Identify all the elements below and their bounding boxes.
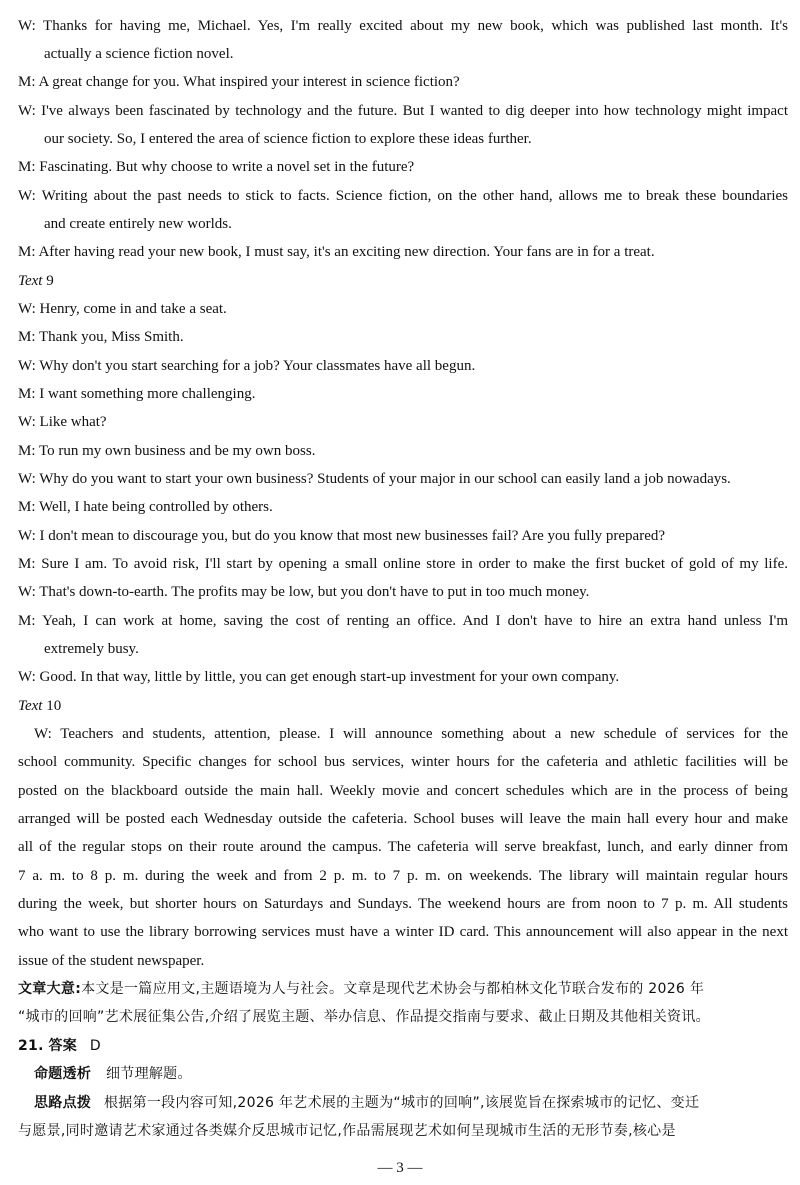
dialogue-text: Sure I am. To avoid risk, I'll start by opening a small online store in order to make the first bucket of gold of my life.	[41, 556, 789, 572]
dialogue-text: That's down-to-earth. The profits may be low, but you don't have to put in too much money.	[39, 584, 590, 600]
dialogue-line	[18, 72, 788, 92]
speaker-label: M:	[18, 74, 36, 90]
speaker-label: M:	[18, 443, 36, 459]
speaker-label: W:	[18, 584, 36, 600]
speaker-label: W:	[18, 528, 36, 544]
answer-label: 答案	[48, 1038, 78, 1054]
hint-text: 根据第一段内容可知,2026 年艺术展的主题为“城市的回响”,该展览旨在探索城市的记忆、变迁	[103, 1095, 700, 1111]
paragraph-line: arranged will be posted each Wednesday outside the cafeteria. School buses will leave the main hall every hour and make	[18, 811, 788, 827]
dialogue-line	[18, 554, 788, 574]
dialogue-line	[18, 441, 788, 461]
section-label	[18, 696, 788, 716]
speaker-label: W:	[18, 18, 36, 34]
dialogue-line	[44, 129, 788, 149]
question-number: 21.	[18, 1038, 44, 1054]
dialogue-text: our society. So, I entered the area of science fiction to explore these ideas further.	[44, 131, 532, 147]
dialogue-line	[18, 16, 788, 36]
section-label-number: 10	[46, 698, 62, 714]
dialogue-line	[18, 242, 788, 262]
dialogue-line	[44, 639, 788, 659]
analysis-label: 命题透析	[34, 1066, 92, 1082]
dialogue-text: Why do you want to start your own business? Students of your major in our school can easily land a job nowadays.	[39, 471, 731, 487]
paragraph-line: all of the regular stops on their route around the campus. The cafeteria will serve breakfast, lunch, and early dinner from	[18, 839, 788, 855]
section-label-word: Text	[18, 273, 43, 289]
hint-line: 与愿景,同时邀请艺术家通过各类媒介反思城市记忆,作品需展现艺术如何呈现城市生活的无形节奏,核心是	[18, 1123, 676, 1139]
speaker-label: M:	[18, 386, 36, 402]
dialogue-line	[18, 469, 788, 489]
speaker-label: W:	[18, 103, 36, 119]
section-label-number: 9	[46, 273, 54, 289]
dialogue-text: extremely busy.	[44, 641, 139, 657]
dialogue-text: Henry, come in and take a seat.	[39, 301, 227, 317]
dialogue-line	[18, 101, 788, 121]
hint-line	[34, 1093, 788, 1113]
dialogue-text: To run my own business and be my own boss.	[39, 443, 316, 459]
dialogue-line	[18, 412, 788, 432]
speaker-label: M:	[18, 244, 36, 260]
speaker-label: M:	[18, 159, 36, 175]
analysis-text: 细节理解题。	[105, 1066, 192, 1082]
dialogue-text: Thank you, Miss Smith.	[39, 329, 184, 345]
paragraph-line: who want to use the library borrowing services must have a winter ID card. This announcement will also appear in the next	[18, 924, 788, 940]
summary-text: 本文是一篇应用文,主题语境为人与社会。文章是现代艺术协会与都柏林文化节联合发布的 2026 年	[81, 981, 705, 997]
dialogue-text: Like what?	[39, 414, 107, 430]
speaker-label: W:	[18, 301, 36, 317]
dialogue-text: Why don't you start searching for a job? Your classmates have all begun.	[39, 358, 476, 374]
dialogue-text: Well, I hate being controlled by others.	[39, 499, 273, 515]
dialogue-line	[18, 582, 788, 602]
dialogue-line	[18, 299, 788, 319]
dialogue-line	[44, 214, 788, 234]
dialogue-text: I've always been fascinated by technology and the future. But I wanted to dig deeper into how technology might impact	[41, 103, 789, 119]
paragraph-line: issue of the student newspaper.	[18, 953, 205, 969]
dialogue-line	[18, 327, 788, 347]
dialogue-text: Yeah, I can work at home, saving the cost of renting an office. And I don't have to hire an extra hand unless I'm	[42, 613, 788, 629]
page-number: — 3 —	[377, 1160, 423, 1176]
speaker-label: M:	[18, 556, 36, 572]
dialogue-line	[18, 384, 788, 404]
dialogue-line	[18, 667, 788, 687]
paragraph-line: during the week, but shorter hours on Saturdays and Sundays. The weekend hours are from noon to 7 p. m. All students	[18, 896, 788, 912]
summary-heading: 文章大意:	[18, 981, 82, 997]
dialogue-line	[44, 44, 788, 64]
dialogue-text: I want something more challenging.	[39, 386, 256, 402]
dialogue-line	[18, 186, 788, 206]
dialogue-text: After having read your new book, I must say, it's an exciting new direction. Your fans are in for a treat.	[38, 244, 655, 260]
paragraph-line: W: Teachers and students, attention, please. I will announce something about a new schedule of services for the	[34, 726, 788, 742]
dialogue-text: Writing about the past needs to stick to facts. Science fiction, on the other hand, allows me to break these boundaries	[41, 188, 788, 204]
paragraph-line: 7 a. m. to 8 p. m. during the week and from 2 p. m. to 7 p. m. on weekends. The library will maintain regular hours	[18, 868, 788, 884]
dialogue-line	[18, 157, 788, 177]
hint-label: 思路点拨	[34, 1095, 92, 1111]
summary-line	[18, 979, 788, 999]
dialogue-text: Good. In that way, little by little, you can get enough start-up investment for your own company.	[39, 669, 620, 685]
dialogue-text: A great change for you. What inspired your interest in science fiction?	[38, 74, 460, 90]
dialogue-line	[18, 611, 788, 631]
dialogue-text: actually a science fiction novel.	[44, 46, 234, 62]
answer-value: D	[89, 1038, 101, 1054]
speaker-label: M:	[18, 329, 36, 345]
speaker-label: M:	[18, 613, 36, 629]
summary-line: “城市的回响”艺术展征集公告,介绍了展览主题、举办信息、作品提交指南与要求、截止日期及其他相关资讯。	[18, 1009, 710, 1025]
speaker-label: W:	[18, 669, 36, 685]
dialogue-text: and create entirely new worlds.	[44, 216, 232, 232]
dialogue-text: Thanks for having me, Michael. Yes, I'm really excited about my new book, which was published last month. It's	[43, 18, 788, 34]
dialogue-text: I don't mean to discourage you, but do you know that most new businesses fail? Are you fully prepared?	[39, 528, 666, 544]
speaker-label: W:	[18, 358, 36, 374]
speaker-label: W:	[18, 471, 36, 487]
speaker-label: W:	[18, 414, 36, 430]
section-label-word: Text	[18, 698, 43, 714]
paragraph-line: posted on the blackboard outside the main hall. Weekly movie and concert schedules which are in the process of being	[18, 783, 788, 799]
speaker-label: W:	[18, 188, 36, 204]
dialogue-line	[18, 356, 788, 376]
paragraph-line: school community. Specific changes for school bus services, winter hours for the cafeteria and athletic facilities will be	[18, 754, 788, 770]
section-label	[18, 271, 788, 291]
answer-line	[18, 1036, 788, 1056]
analysis-line	[34, 1064, 788, 1084]
dialogue-text: Fascinating. But why choose to write a novel set in the future?	[39, 159, 415, 175]
dialogue-line	[18, 497, 788, 517]
speaker-label: M:	[18, 499, 36, 515]
dialogue-line	[18, 526, 788, 546]
